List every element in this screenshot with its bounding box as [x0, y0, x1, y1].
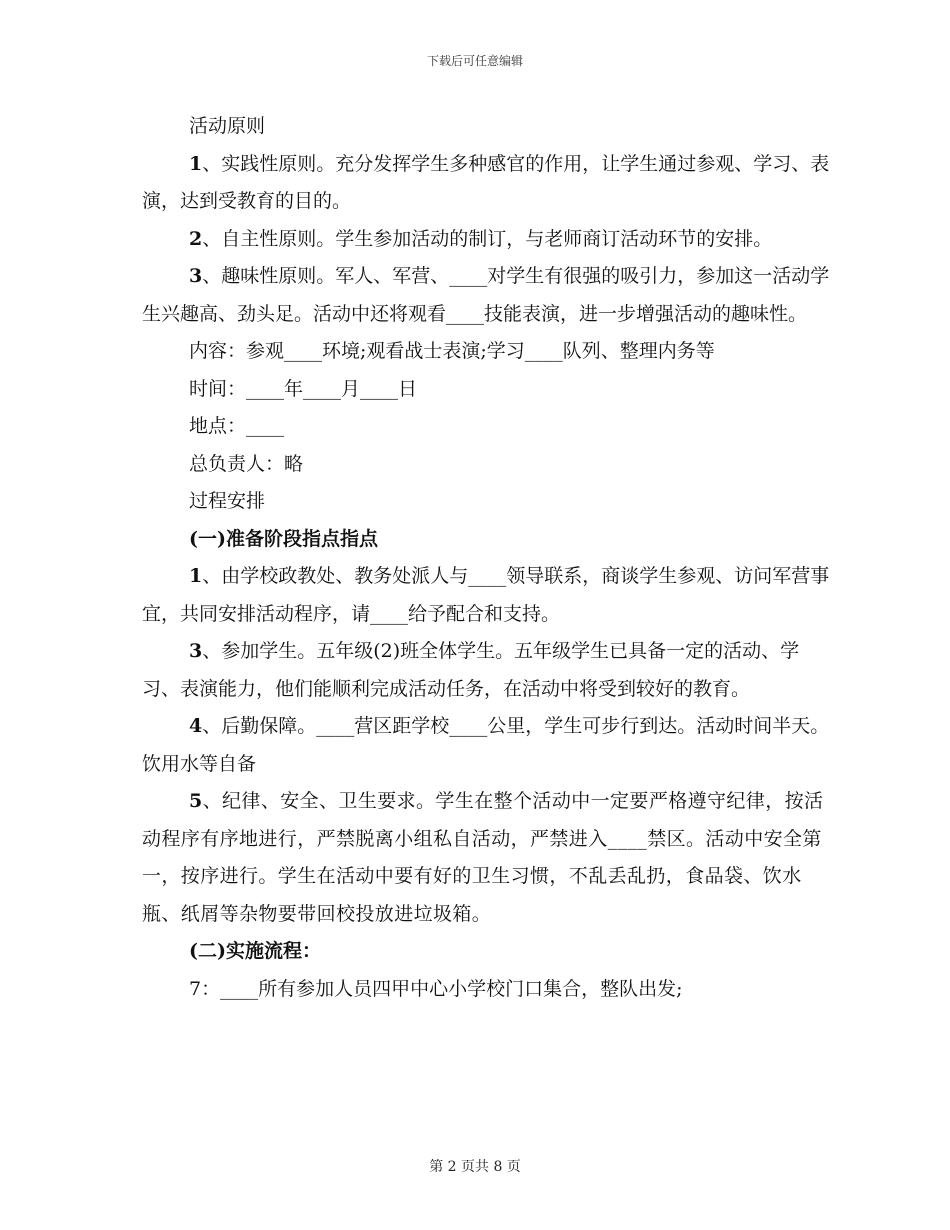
section-label-process: 过程安排 [189, 490, 266, 512]
prep-contact: 1、由学校政教处、教务处派人与____领导联系，商谈学生参观、访问军营事宜，共同安排活动程序，请____给予配合和支持。 [142, 565, 830, 625]
prep-logistics: 4、后勤保障。____营区距学校____公里，学生可步行到达。活动时间半天。饮用水等自备 [142, 715, 830, 775]
heading-preparation: (一)准备阶段指点指点 [189, 527, 378, 550]
heading-implementation: (二)实施流程： [189, 940, 321, 962]
principle-practicality: 1、实践性原则。充分发挥学生多种感官的作用，让学生通过参观、学习、表演，达到受教育的目的。 [142, 152, 830, 212]
prep-discipline: 5、纪律、安全、卫生要求。学生在整个活动中一定要严格遵守纪律，按活动程序有序地进行，严禁脱离小组私自活动，严禁进入____禁区。活动中安全第一，按序进行。学生在活动中要有好的卫生习惯，不乱丢乱扔，食品袋、饮水瓶、纸屑等杂物要带回校投放进垃圾箱。 [142, 790, 824, 925]
prep-participants: 3、参加学生。五年级(2)班全体学生。五年级学生已具备一定的活动、学习、表演能力，他们能顺利完成活动任务，在活动中将受到较好的教育。 [142, 640, 800, 700]
document-body [142, 108, 832, 1008]
implementation-step: 7：____所有参加人员四甲中心小学校门口集合，整队出发; [189, 977, 683, 1000]
activity-time: 时间：____年____月____日 [189, 377, 418, 400]
page-header: 下载后可任意编辑 [426, 54, 523, 68]
principle-interest: 3、趣味性原则。军人、军营、____对学生有很强的吸引力，参加这一活动学生兴趣高、劲头足。活动中还将观看____技能表演，进一步增强活动的趣味性。 [142, 265, 830, 325]
activity-content: 内容：参观____环境;观看战士表演;学习____队列、整理内务等 [189, 340, 715, 362]
activity-leader: 总负责人：略 [189, 452, 304, 475]
activity-location: 地点：____ [189, 415, 285, 437]
section-label-principles: 活动原则 [189, 115, 266, 137]
principle-autonomy: 2、自主性原则。学生参加活动的制订，与老师商订活动环节的安排。 [189, 227, 773, 250]
page-footer: 第 2 页共 8 页 [429, 1159, 521, 1175]
